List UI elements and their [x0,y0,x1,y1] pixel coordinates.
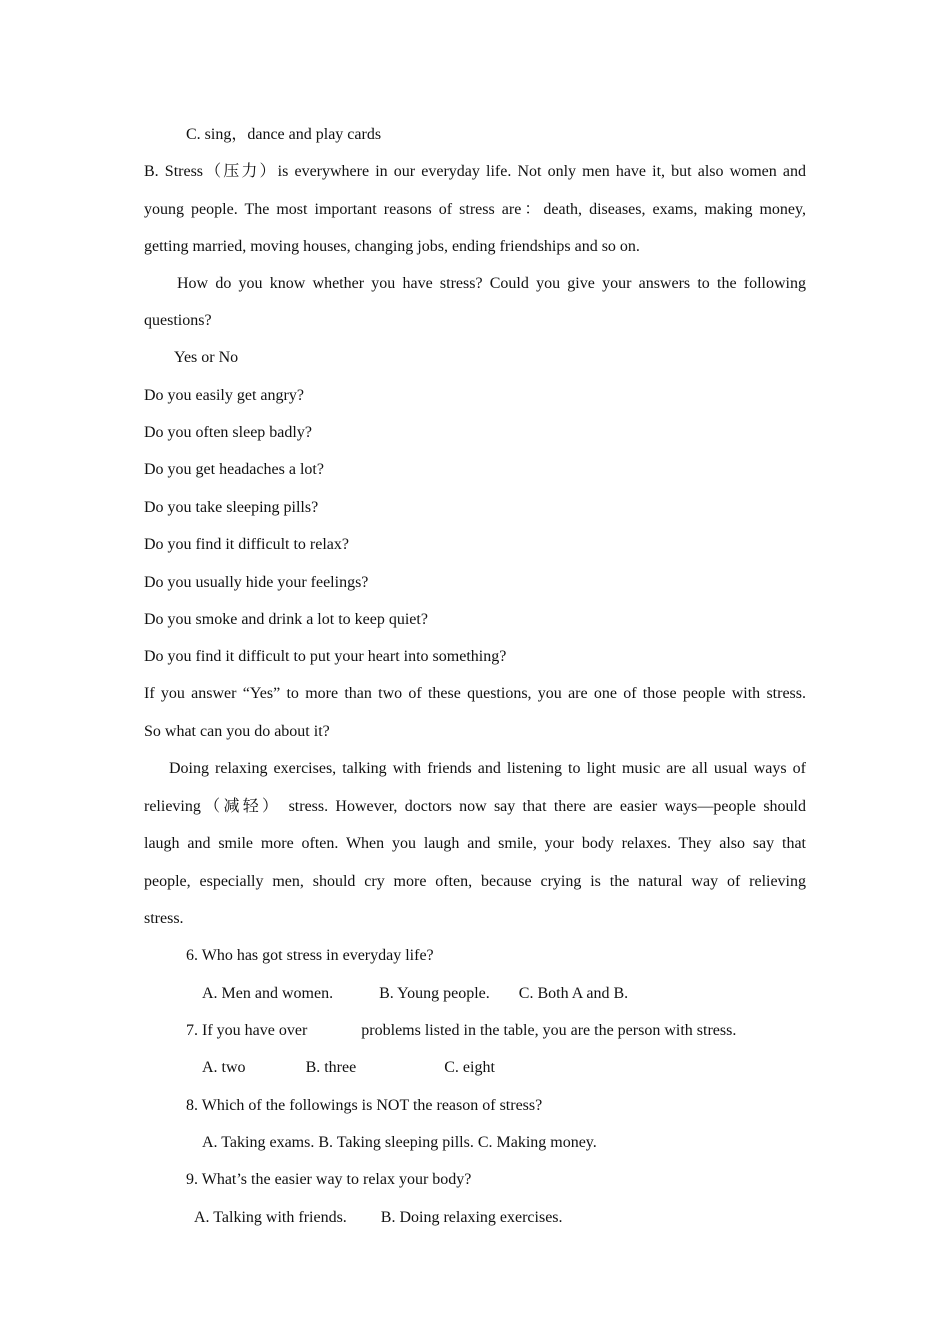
question-7-option-a: A. two [202,1059,246,1076]
relief-paragraph-line-5: stress. [144,910,184,927]
passage-b-line-2: young people. The most important reasons of stress are：death, diseases, exams, making money, [144,201,806,218]
question-6-option-c: C. Both A and B. [518,985,629,1002]
question-6-option-b: B. Young people. [379,985,490,1002]
stress-question: Do you take sleeping pills? [144,499,319,516]
question-7-stem-after: problems listed in the table, you are the person with stress. [361,1022,737,1039]
question-8-stem: 8. Which of the followings is NOT the reason of stress? [186,1097,543,1114]
question-7-options [202,1058,806,1078]
stress-question: Do you often sleep badly? [144,424,312,441]
stress-question: Do you smoke and drink a lot to keep quiet? [144,611,428,628]
question-6-options [202,984,806,1004]
question-7-option-b: B. three [305,1059,357,1076]
relief-paragraph-line-1: Doing relaxing exercises, talking with friends and listening to light music are all usual ways of [169,760,806,777]
stress-question: Do you find it difficult to put your heart into something? [144,648,507,665]
question-9-options [194,1208,806,1228]
conclusion-line-1: If you answer “Yes” to more than two of these questions, you are one of those people with stress. [144,685,806,702]
stress-question: Do you find it difficult to relax? [144,536,349,553]
question-intro-line-1: How do you know whether you have stress? Could you give your answers to the following [177,275,806,292]
previous-option-c: C. sing，dance and play cards [186,126,382,143]
relief-paragraph-line-2: relieving（减轻） stress. However, doctors now say that there are easier ways—people should [144,798,806,815]
table-header: Yes or No [174,349,239,366]
stress-question: Do you usually hide your feelings? [144,574,369,591]
question-9-option-a: A. Talking with friends. [194,1209,347,1226]
question-intro-line-2: questions? [144,312,212,329]
relief-paragraph-line-3: laugh and smile more often. When you laugh and smile, your body relaxes. They also say that [144,835,806,852]
passage-b-line-1: B. Stress（压力）is everywhere in our everyday life. Not only men have it, but also women and [144,163,806,180]
relief-paragraph-line-4: people, especially men, should cry more often, because crying is the natural way of relieving [144,873,806,890]
stress-question: Do you get headaches a lot? [144,461,324,478]
stress-question: Do you easily get angry? [144,387,304,404]
question-6-option-a: A. Men and women. [202,985,334,1002]
question-7-stem [186,1021,806,1041]
question-6-stem: 6. Who has got stress in everyday life? [186,947,434,964]
question-8-options: A. Taking exams. B. Taking sleeping pills. C. Making money. [202,1134,597,1151]
question-9-option-b: B. Doing relaxing exercises. [380,1209,563,1226]
question-9-stem: 9. What’s the easier way to relax your body? [186,1171,472,1188]
question-7-stem-before: 7. If you have over [186,1022,308,1039]
conclusion-line-2: So what can you do about it? [144,723,330,740]
question-7-option-c: C. eight [444,1059,495,1076]
passage-b-line-3: getting married, moving houses, changing jobs, ending friendships and so on. [144,238,640,255]
